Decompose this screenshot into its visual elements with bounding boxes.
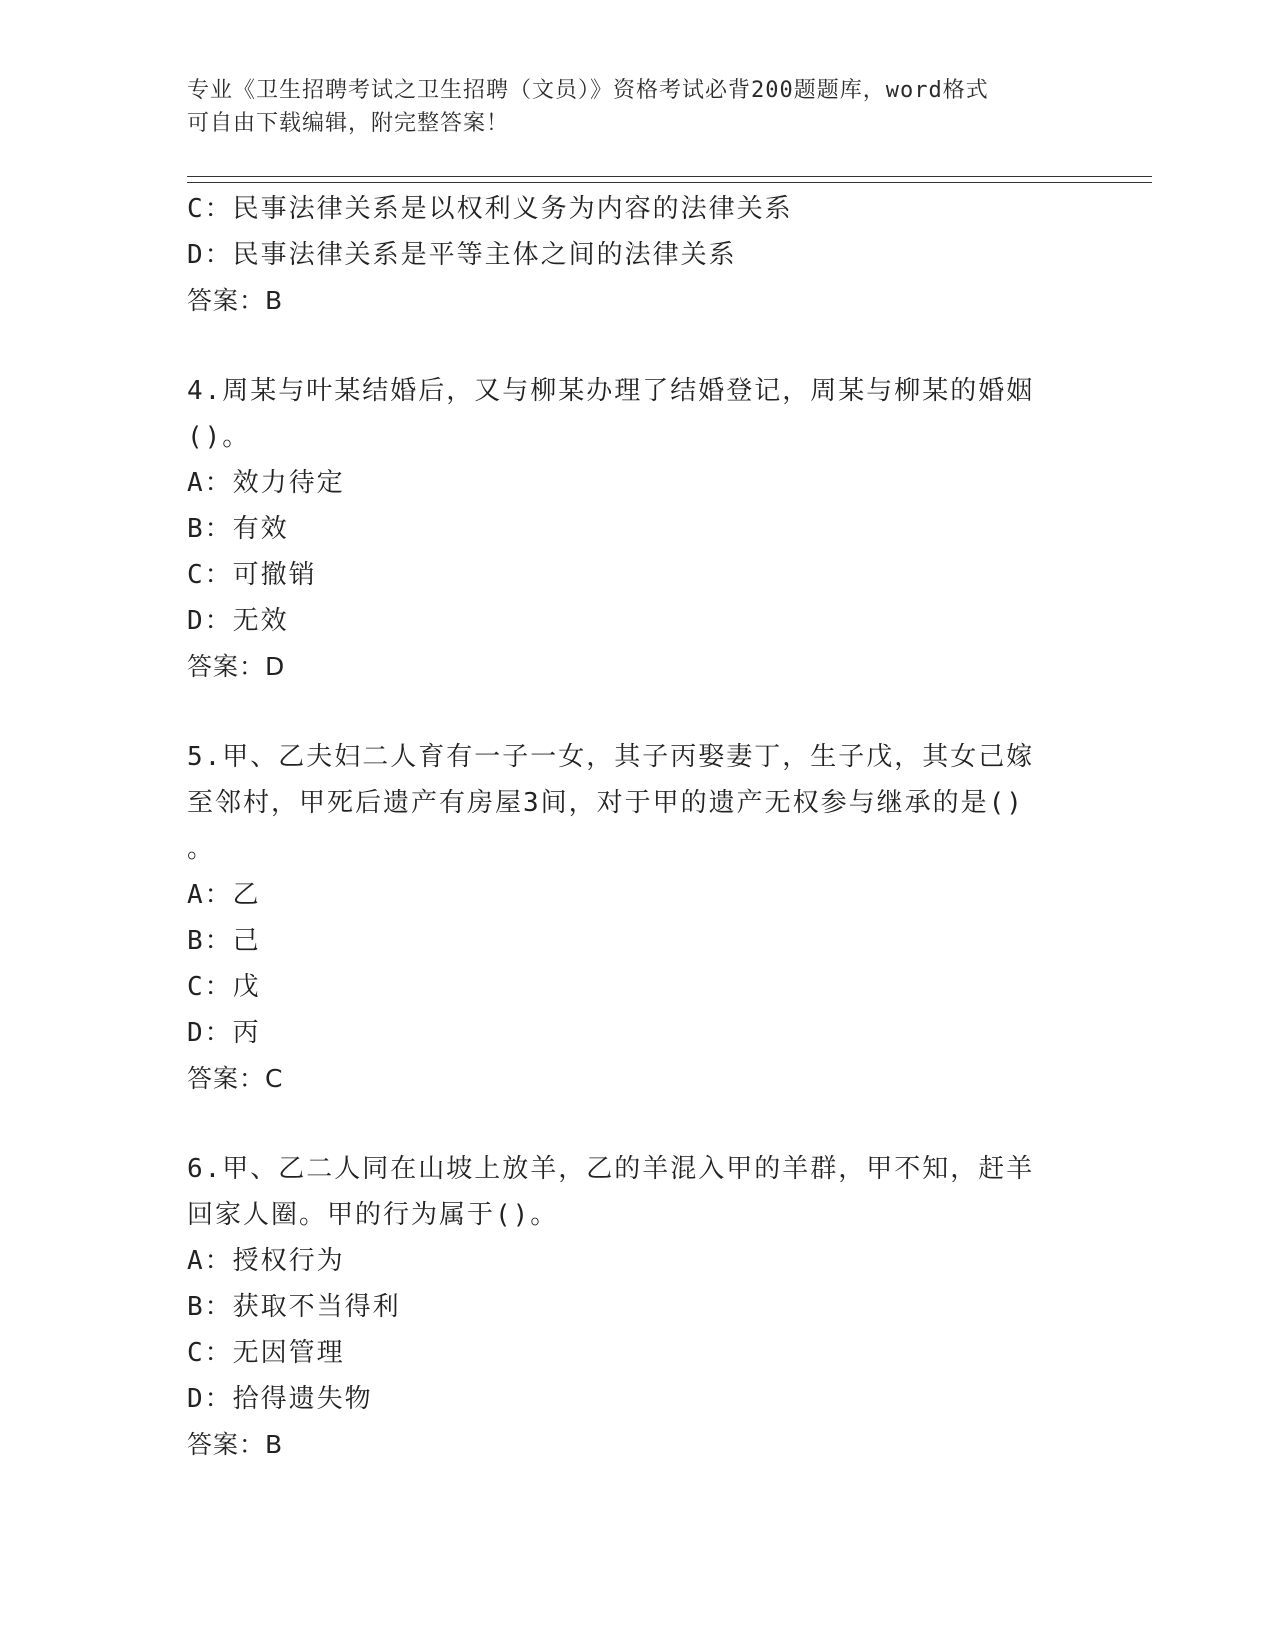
header-title-line-2: 可自由下载编辑，附完整答案！ — [187, 111, 510, 136]
option-d: D：拾得遗失物 — [187, 1384, 373, 1414]
question-block — [187, 734, 1087, 1102]
option-d: D：民事法律关系是平等主体之间的法律关系 — [187, 240, 737, 270]
question-block — [187, 368, 1087, 690]
option-c: C：无因管理 — [187, 1338, 345, 1368]
question-text-line: ()。 — [187, 422, 251, 452]
option-b: B：己 — [187, 926, 261, 956]
question-text-line: 至邻村，甲死后遗产有房屋3间，对于甲的遗产无权参与继承的是() — [187, 788, 1024, 818]
option-a: A：授权行为 — [187, 1246, 345, 1276]
spacer — [187, 324, 1087, 368]
question-text-line: 回家人圈。甲的行为属于()。 — [187, 1200, 559, 1230]
option-a: A：乙 — [187, 880, 261, 910]
answer-line: 答案：B — [187, 286, 284, 315]
question-block — [187, 1146, 1087, 1468]
spacer — [187, 690, 1087, 734]
option-b: B：有效 — [187, 514, 289, 544]
option-a: A：效力待定 — [187, 468, 345, 498]
header-divider-top — [187, 176, 1152, 177]
option-c: C：可撤销 — [187, 560, 317, 590]
question-text-line: 4.周某与叶某结婚后，又与柳某办理了结婚登记，周某与柳某的婚姻 — [187, 376, 1035, 406]
option-b: B：获取不当得利 — [187, 1292, 401, 1322]
option-c: C：戊 — [187, 972, 261, 1002]
option-d: D：丙 — [187, 1018, 261, 1048]
option-d: D：无效 — [187, 606, 289, 636]
document-header — [187, 74, 1087, 140]
header-divider-bottom — [187, 182, 1152, 183]
option-c: C：民事法律关系是以权利义务为内容的法律关系 — [187, 194, 793, 224]
spacer — [187, 1102, 1087, 1146]
answer-line: 答案：B — [187, 1430, 284, 1459]
header-title-line-1: 专业《卫生招聘考试之卫生招聘（文员）》资格考试必背200题题库，word格式 — [187, 78, 989, 103]
answer-line: 答案：D — [187, 652, 286, 681]
question-text-line: 6.甲、乙二人同在山坡上放羊，乙的羊混入甲的羊群，甲不知，赶羊 — [187, 1154, 1035, 1184]
answer-line: 答案：C — [187, 1064, 284, 1093]
question-text-line: 5.甲、乙夫妇二人育有一子一女，其子丙娶妻丁，生子戊，其女己嫁 — [187, 742, 1035, 772]
question-text-line: 。 — [187, 834, 216, 864]
question-list — [187, 186, 1087, 1468]
